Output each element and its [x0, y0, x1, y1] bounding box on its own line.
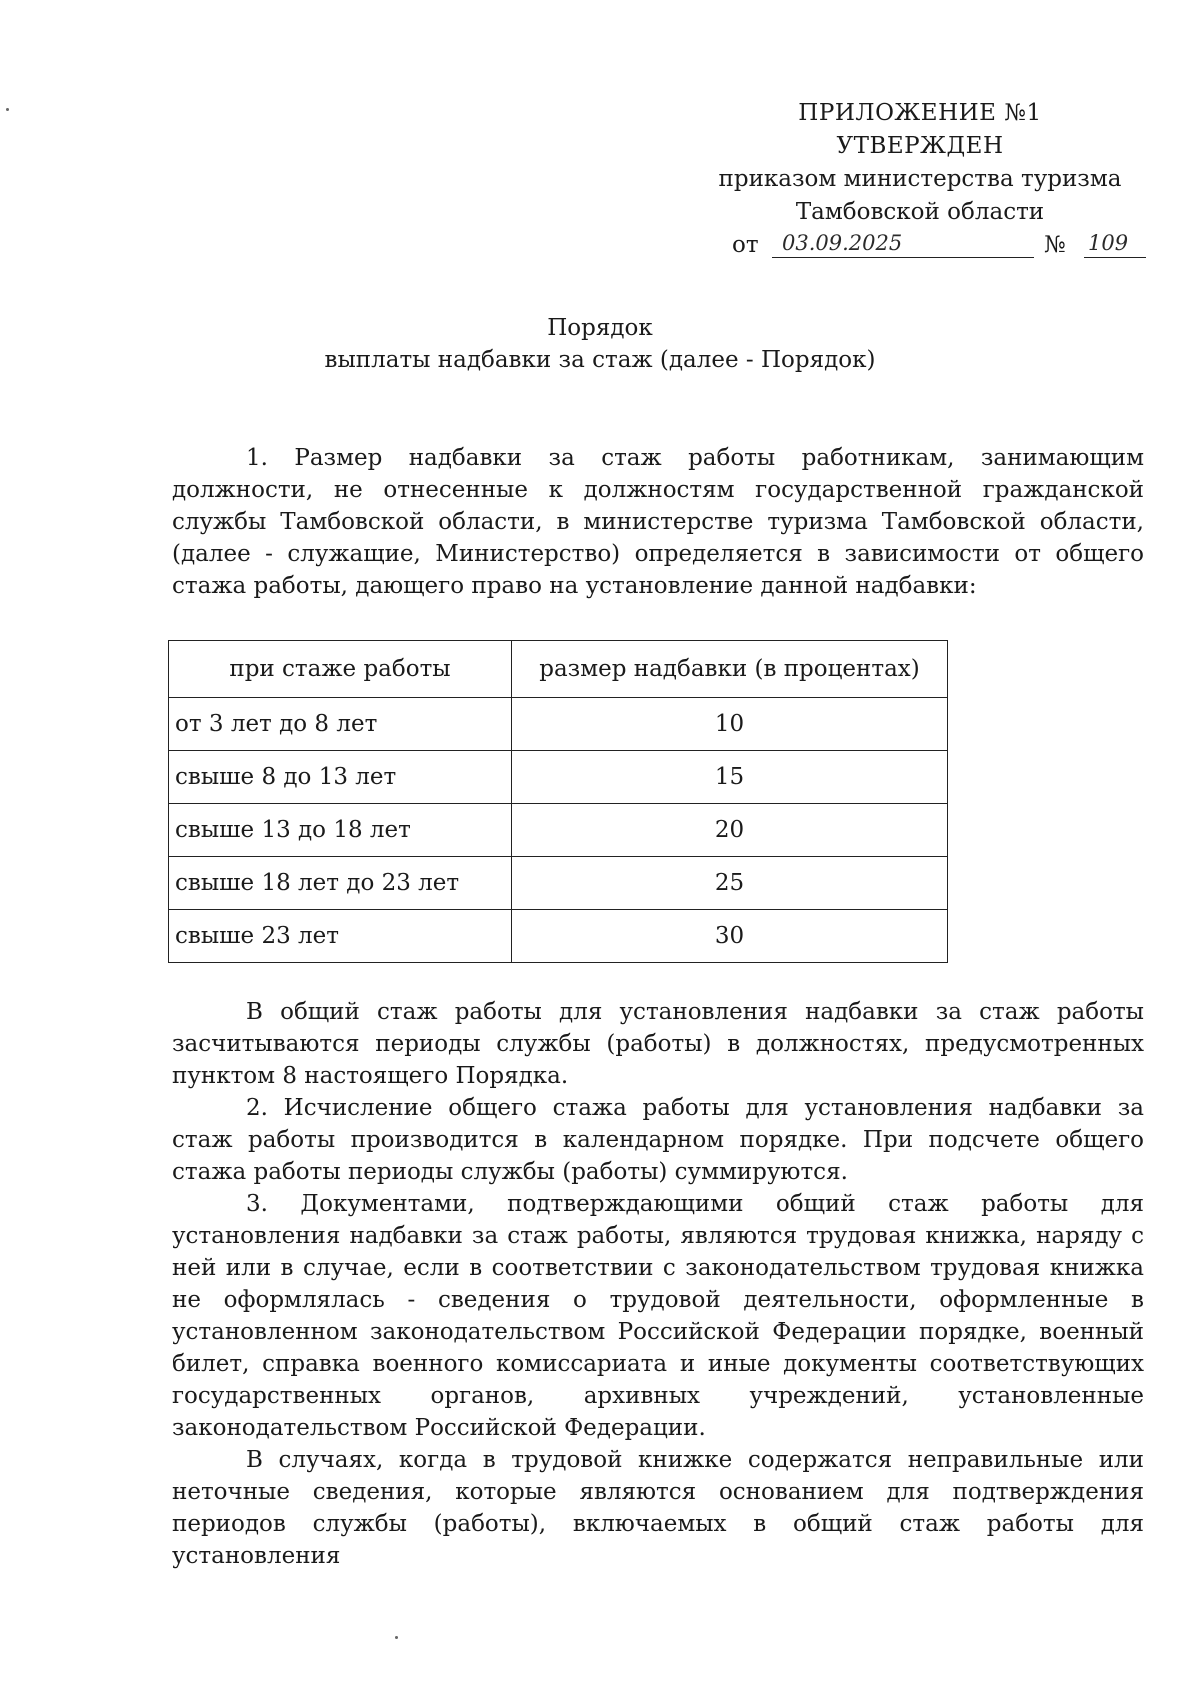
- handwritten-number: 109: [1088, 231, 1129, 255]
- order-line: приказом министерства туризма: [718, 166, 1122, 192]
- paragraph-3: 2. Исчисление общего стажа работы для установления надбавки за стаж работы производится в календарном порядке. При подсчете общего стажа работы периоды службы (работы) суммируются.: [172, 1095, 1144, 1185]
- experience-cell: свыше 13 до 18 лет: [169, 804, 512, 857]
- table-header-row: [169, 641, 948, 698]
- scan-speck: [6, 108, 9, 111]
- percent-cell: 30: [512, 910, 948, 963]
- header-percent: размер надбавки (в процентах): [512, 641, 948, 698]
- number-prefix: №: [1044, 232, 1066, 258]
- date-field: [772, 229, 1034, 258]
- percent-cell: 25: [512, 857, 948, 910]
- paragraph-2: В общий стаж работы для установления надбавки за стаж работы засчитываются периоды службы (работы) в должностях, предусмотренных пунктом 8 настоящего Порядка.: [172, 999, 1144, 1089]
- date-number-row: [700, 229, 1140, 265]
- experience-cell: свыше 8 до 13 лет: [169, 751, 512, 804]
- experience-cell: свыше 23 лет: [169, 910, 512, 963]
- experience-cell: от 3 лет до 8 лет: [169, 698, 512, 751]
- approval-block: [700, 97, 1140, 258]
- number-field: [1084, 229, 1146, 258]
- handwritten-date: 03.09.2025: [782, 231, 903, 255]
- paragraph-4: 3. Документами, подтверждающими общий стаж работы для установления надбавки за стаж работы, являются трудовая книжка, наряду с ней или в случае, если в соответствии с законодательством трудовая книжка не оформлялась - сведения о трудовой деятельности, оформленные в установленном законодательством Российской Федерации порядке, военный билет, справка военного комиссариата и иные документы соответствующих государственных органов, архивных учреждений, установленные законодательством Российской Федерации.: [172, 1191, 1144, 1441]
- header-experience: при стаже работы: [169, 641, 512, 698]
- percent-cell: 15: [512, 751, 948, 804]
- scan-speck: [395, 1636, 398, 1639]
- appendix-heading: ПРИЛОЖЕНИЕ №1: [798, 100, 1042, 126]
- percent-cell: 20: [512, 804, 948, 857]
- document-title: [250, 312, 950, 376]
- allowance-table: [168, 640, 948, 963]
- paragraph-5: В случаях, когда в трудовой книжке содержатся неправильные или неточные сведения, которые являются основанием для подтверждения периодов службы (работы), включаемых в общий стаж работы для установления: [172, 1447, 1144, 1569]
- percent-cell: 10: [512, 698, 948, 751]
- table-row: [169, 698, 948, 751]
- table-row: [169, 910, 948, 963]
- date-prefix: от: [732, 232, 759, 258]
- table-row: [169, 804, 948, 857]
- experience-cell: свыше 18 лет до 23 лет: [169, 857, 512, 910]
- region-line: Тамбовской области: [795, 199, 1045, 225]
- title-line-2: выплаты надбавки за стаж (далее - Порядок): [324, 347, 876, 373]
- title-line-1: Порядок: [547, 315, 653, 341]
- table-row: [169, 751, 948, 804]
- approved-heading: УТВЕРЖДЕН: [836, 133, 1004, 159]
- table-row: [169, 857, 948, 910]
- paragraph-1: 1. Размер надбавки за стаж работы работникам, занимающим должности, не отнесенные к должностям государственной гражданской службы Тамбовской области, в министерстве туризма Тамбовской области, (далее - служащие, Министерство) определяется в зависимости от общего стажа работы, дающего право на установление данной надбавки:: [172, 445, 1144, 599]
